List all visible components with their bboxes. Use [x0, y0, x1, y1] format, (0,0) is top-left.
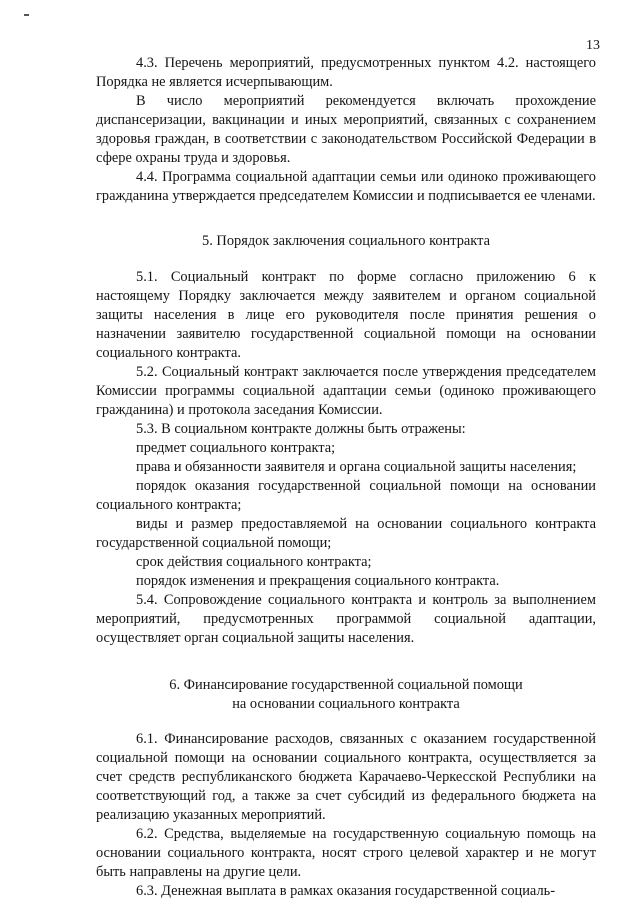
list-item: права и обязанности заявителя и органа социальной защиты населения; [136, 459, 577, 475]
scan-mark [24, 14, 29, 16]
paragraph-5-3: 5.3. В социальном контракте должны быть отражены: [136, 421, 466, 437]
paragraph-4-4: 4.4. Программа социальной адаптации семьи или одиноко проживающего гражданина утверждается председателем Комиссии и подписывается ее членами. [96, 169, 596, 204]
paragraph-6-2: 6.2. Средства, выделяемые на государственную социальную помощь на основании социального контракта, носят строго целевой характер и не могут быть направлены на другие цели. [96, 826, 596, 880]
page-number: 13 [586, 38, 600, 53]
list-item: порядок изменения и прекращения социального контракта. [136, 573, 500, 589]
paragraph-6-1: 6.1. Финансирование расходов, связанных с оказанием государственной социальной помощи на основании социального контракта, осуществляется за счет средств республиканского бюджета Карачаево-Черкесской Республики на соответствующий год, а также за счет субсидий из федерального бюджета на реализацию указанных мероприятий. [96, 731, 596, 823]
list-item: порядок оказания государственной социальной помощи на основании социального контракта; [96, 478, 596, 513]
section-6-heading-line-1: 6. Финансирование государственной социальной помощи [169, 677, 523, 693]
paragraph-4-3-list: В число мероприятий рекомендуется включать прохождение диспансеризации, вакцинации и иных мероприятий, связанных с сохранением здоровья граждан, в соответствии с законодательством Российской Федерации в сфере охраны труда и здоровья. [96, 93, 596, 166]
document-body [96, 54, 596, 901]
paragraph-4-3: 4.3. Перечень мероприятий, предусмотренных пунктом 4.2. настоящего Порядка не является исчерпывающим. [96, 55, 596, 90]
section-6-heading-line-2: на основании социального контракта [232, 696, 460, 712]
paragraph-5-2: 5.2. Социальный контракт заключается после утверждения председателем Комиссии программы социальной адаптации семьи (одиноко проживающего гражданина) и протокола заседания Комиссии. [96, 364, 596, 418]
paragraph-5-4: 5.4. Сопровождение социального контракта и контроль за выполнением мероприятий, предусмотренных программой социальной адаптации, осуществляет орган социальной защиты населения. [96, 592, 596, 646]
list-item: срок действия социального контракта; [136, 554, 372, 570]
section-6-heading [96, 676, 596, 714]
list-item: предмет социального контракта; [136, 440, 336, 456]
paragraph-5-1: 5.1. Социальный контракт по форме согласно приложению 6 к настоящему Порядку заключается между заявителем и органом социальной защиты населения в лице его руководителя после принятия решения о назначении заявителю государственной социальной помощи на основании социального контракта. [96, 269, 596, 361]
section-5-heading: 5. Порядок заключения социального контракта [202, 233, 490, 249]
list-item: виды и размер предоставляемой на основании социального контракта государственной социальной помощи; [96, 516, 596, 551]
paragraph-6-3: 6.3. Денежная выплата в рамках оказания государственной социаль- [136, 883, 555, 899]
